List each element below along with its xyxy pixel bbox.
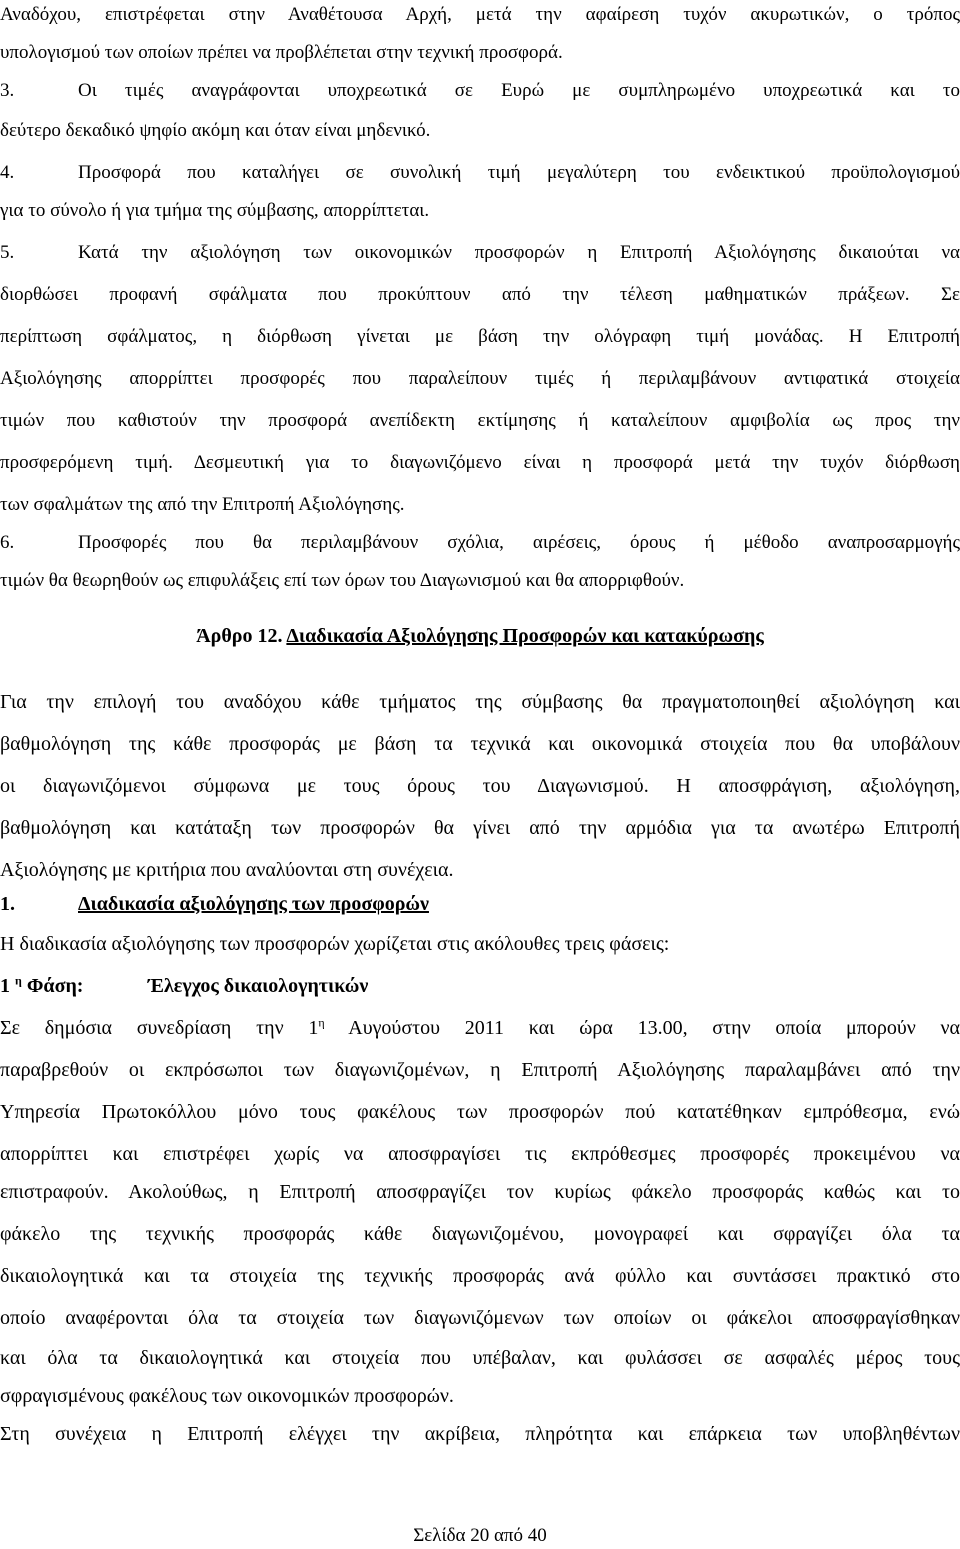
text-span: Σε δημόσια συνεδρίαση την 1	[0, 1017, 319, 1039]
section-title: Διαδικασία αξιολόγησης των προσφορών	[78, 893, 429, 915]
section-heading	[0, 890, 960, 918]
ordinal-suffix: η	[318, 1015, 325, 1030]
text-line: τιμών που καθιστούν την προσφορά ανεπίδεκτη εκτίμησης ή καταλείπουν αμφιβολία ως προς την	[0, 410, 960, 431]
text-line: και όλα τα δικαιολογητικά και στοιχεία που υπέβαλαν, και φυλάσσει σε ασφαλές μέρος τους	[0, 1347, 960, 1369]
text-line: οι διαγωνιζόμενοι σύμφωνα με τους όρους του Διαγωνισμού. Η αποσφράγιση, αξιολόγηση,	[0, 775, 960, 797]
list-number: 6.	[0, 532, 15, 553]
text-line: υπολογισμού των οποίων πρέπει να προβλέπεται στην τεχνική προσφορά.	[0, 42, 563, 63]
list-number: 5.	[0, 242, 15, 263]
phase-title: Έλεγχος δικαιολογητικών	[148, 975, 369, 997]
text-line: για το σύνολο ή για τμήμα της σύμβασης, απορρίπτεται.	[0, 200, 430, 221]
text-line: Υπηρεσία Πρωτοκόλλου μόνο τους φακέλους των προσφορών πού κατατέθηκαν εμπρόθεσμα, ενώ	[0, 1101, 960, 1123]
text-span: Προσφορά που καταλήγει σε συνολική τιμή μεγαλύτερη του ενδεικτικού προϋπολογισμού	[78, 162, 960, 183]
text-line: βαθμολόγηση και κατάταξη των προσφορών θα γίνει από την αρμόδια για τα ανωτέρω Επιτροπή	[0, 817, 960, 839]
text-line: Για την επιλογή του αναδόχου κάθε τμήματος της σύμβασης θα πραγματοποιηθεί αξιολόγηση και	[0, 691, 960, 713]
text-line: περίπτωση σφάλματος, η διόρθωση γίνεται με βάση την ολόγραφη τιμή μονάδας. Η Επιτροπή	[0, 326, 960, 347]
article-number: Άρθρο 12.	[196, 625, 283, 647]
list-number: 3.	[0, 80, 15, 101]
text-line: των σφαλμάτων της από την Επιτροπή Αξιολόγησης.	[0, 494, 405, 515]
text-line: Αξιολόγησης απορρίπτει προσφορές που παραλείπουν τιμές ή περιλαμβάνουν αντιφατικά στοιχεία	[0, 368, 960, 389]
text-line: παραβρεθούν οι εκπρόσωποι των διαγωνιζομένων, η Επιτροπή Αξιολόγησης παραλαμβάνει από την	[0, 1059, 960, 1081]
article-title: Διαδικασία Αξιολόγησης Προσφορών και κατακύρωσης	[286, 625, 764, 647]
phase-number: 1	[0, 975, 10, 997]
phase-label-text: Φάση:	[26, 975, 84, 997]
list-item-3	[0, 78, 960, 104]
text-line: Στη συνέχεια η Επιτροπή ελέγχει την ακρίβεια, πληρότητα και επάρκεια των υποβληθέντων	[0, 1423, 960, 1445]
text-span: Προσφορές που θα περιλαμβάνουν σχόλια, αιρέσεις, όρους ή μέθοδο αναπροσαρμογής	[78, 532, 960, 553]
text-line: δικαιολογητικά και τα στοιχεία της τεχνικής προσφοράς ανά φύλλο και συντάσσει πρακτικό στο	[0, 1265, 960, 1287]
phase-number-suffix: η	[15, 973, 22, 988]
phase-heading	[0, 972, 960, 1000]
text-line: επιστραφούν. Ακολούθως, η Επιτροπή αποσφραγίζει τον κυρίως φάκελο προσφοράς καθώς και το	[0, 1181, 960, 1203]
text-line	[0, 1014, 960, 1042]
text-line: σφραγισμένους φακέλους των οικονομικών προσφορών.	[0, 1385, 454, 1407]
list-item-5	[0, 240, 960, 266]
text-line: οποίο αναφέρονται όλα τα στοιχεία των διαγωνιζόμενων των οποίων οι φάκελοι αποσφραγίσθηκαν	[0, 1307, 960, 1329]
section-intro: Η διαδικασία αξιολόγησης των προσφορών χωρίζεται στις ακόλουθες τρεις φάσεις:	[0, 933, 670, 955]
text-span: Αυγούστου 2011 και ώρα 13.00, στην οποία μπορούν να	[348, 1017, 960, 1039]
text-line: Αναδόχου, επιστρέφεται στην Αναθέτουσα Αρχή, μετά την αφαίρεση τυχόν ακυρωτικών, ο τρόπος	[0, 4, 960, 25]
text-line: τιμών θα θεωρηθούν ως επιφυλάξεις επί των όρων του Διαγωνισμού και θα απορριφθούν.	[0, 570, 685, 591]
list-number: 4.	[0, 162, 15, 183]
page-footer: Σελίδα 20 από 40	[413, 1525, 547, 1546]
phase-label	[0, 972, 148, 1000]
text-line: προσφερόμενη τιμή. Δεσμευτική για το διαγωνιζόμενο είναι η προσφορά μετά την τυχόν διόρθωση	[0, 452, 960, 473]
article-heading	[0, 622, 960, 650]
text-line: Αξιολόγησης με κριτήρια που αναλύονται στη συνέχεια.	[0, 859, 454, 881]
list-item-6	[0, 530, 960, 556]
text-line: βαθμολόγηση της κάθε προσφοράς με βάση τα τεχνικά και οικονομικά στοιχεία που θα υποβάλουν	[0, 733, 960, 755]
section-number: 1.	[0, 893, 15, 915]
text-line: φάκελο της τεχνικής προσφοράς κάθε διαγωνιζομένου, μονογραφεί και σφραγίζει όλα τα	[0, 1223, 960, 1245]
text-line: διορθώσει προφανή σφάλματα που προκύπτουν από την τέλεση μαθηματικών πράξεων. Σε	[0, 284, 960, 305]
text-span: Οι τιμές αναγράφονται υποχρεωτικά σε Ευρώ με συμπληρωμένο υποχρεωτικά και το	[78, 80, 960, 101]
list-item-4	[0, 160, 960, 186]
text-line: απορρίπτει και επιστρέφει χωρίς να αποσφραγίσει τις εκπρόθεσμες προσφορές προκειμένου να	[0, 1143, 960, 1165]
text-line: δεύτερο δεκαδικό ψηφίο ακόμη και όταν είναι μηδενικό.	[0, 120, 431, 141]
text-span: Κατά την αξιολόγηση των οικονομικών προσφορών η Επιτροπή Αξιολόγησης δικαιούται να	[78, 242, 960, 263]
